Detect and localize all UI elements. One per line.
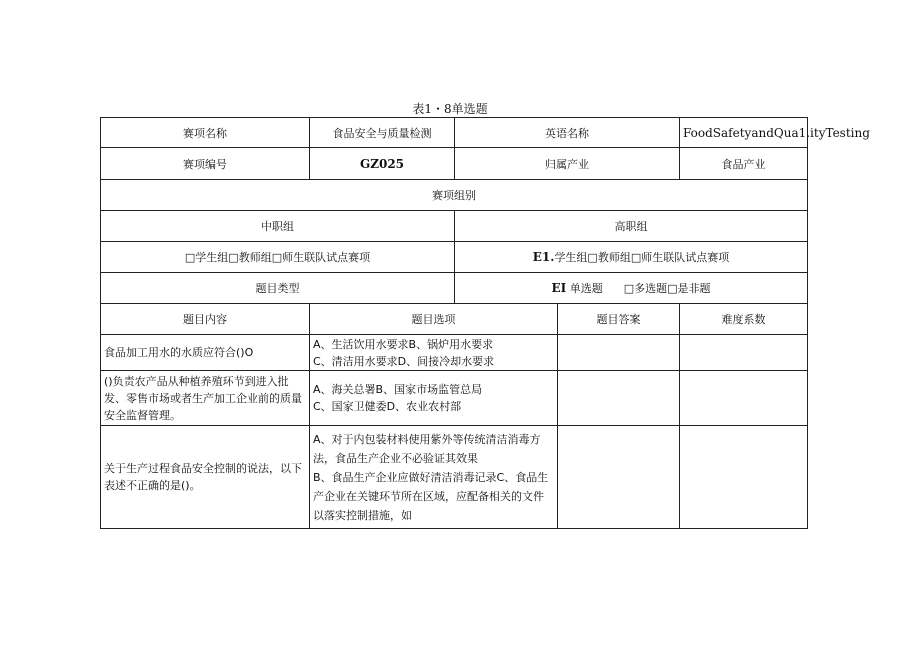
question-type-mark: EI	[551, 281, 567, 295]
question-answer	[558, 371, 680, 426]
question-answer	[558, 426, 680, 529]
question-difficulty	[680, 426, 808, 529]
higher-group-mark: E1.	[532, 250, 555, 264]
table-row	[101, 335, 808, 371]
question-options	[310, 371, 558, 426]
table-caption: 表1・8单选题	[412, 102, 488, 116]
question-type-single: 单选题	[569, 282, 603, 295]
english-name-label: 英语名称	[455, 118, 680, 148]
event-name-label: 赛项名称	[101, 118, 310, 148]
question-difficulty	[680, 335, 808, 371]
english-name-value: FoodSafetyandQua1.ityTesting	[680, 118, 808, 148]
table-row	[101, 211, 808, 242]
question-options	[310, 426, 558, 529]
table-header-row	[101, 304, 808, 335]
industry-label: 归属产业	[455, 148, 680, 180]
question-answer	[558, 335, 680, 371]
question-option-line: B、食品生产企业应做好清洁消毒记录C、食品生产企业在关键环节所在区域，应配备相关的文件以落实控制措施，如	[313, 470, 549, 522]
table-row	[101, 242, 808, 273]
table-row	[101, 148, 808, 180]
question-option-line: A、海关总署B、国家市场监管总局	[313, 383, 483, 396]
question-type-options	[455, 273, 808, 304]
event-code-value: GZ025	[310, 148, 455, 180]
question-options	[310, 335, 558, 371]
question-option-line: A、生活饮用水要求B、锅炉用水要求	[313, 337, 494, 351]
secondary-group-options: □学生组□教师组□师生联队试点赛项	[101, 242, 455, 273]
question-type-others: □多选题□是非题	[623, 282, 711, 295]
question-table	[100, 117, 870, 529]
table-row	[101, 426, 808, 529]
table-row	[101, 273, 808, 304]
question-content: ()负责农产品从种植养殖环节到进入批发、零售市场或者生产加工企业前的质量安全监督管理。	[101, 371, 310, 426]
group-header: 赛项组别	[101, 180, 808, 211]
secondary-group-label: 中职组	[101, 211, 455, 242]
column-header-content: 题目内容	[101, 304, 310, 335]
table-row	[101, 371, 808, 426]
table-row	[101, 118, 808, 148]
event-code-label: 赛项编号	[101, 148, 310, 180]
question-content: 食品加工用水的水质应符合()O	[101, 335, 310, 371]
higher-group-options-text: 学生组□教师组□师生联队试点赛项	[554, 251, 730, 264]
industry-value: 食品产业	[680, 148, 808, 180]
column-header-answer: 题目答案	[558, 304, 680, 335]
higher-group-label: 高职组	[455, 211, 808, 242]
question-content: 关于生产过程食品安全控制的说法，以下表述不正确的是()。	[101, 426, 310, 529]
question-option-line: C、清洁用水要求D、间接冷却水要求	[313, 354, 495, 368]
higher-group-options	[455, 242, 808, 273]
question-difficulty	[680, 371, 808, 426]
question-option-line: A、对于内包装材料使用紫外等传统清洁消毒方法，食品生产企业不必验证其效果	[313, 432, 541, 465]
column-header-options: 题目选项	[310, 304, 558, 335]
question-option-line: C、国家卫健委D、农业农村部	[313, 400, 462, 413]
question-type-label: 题目类型	[101, 273, 455, 304]
table-row	[101, 180, 808, 211]
event-name-value: 食品安全与质量检测	[310, 118, 455, 148]
column-header-difficulty: 难度系数	[680, 304, 808, 335]
